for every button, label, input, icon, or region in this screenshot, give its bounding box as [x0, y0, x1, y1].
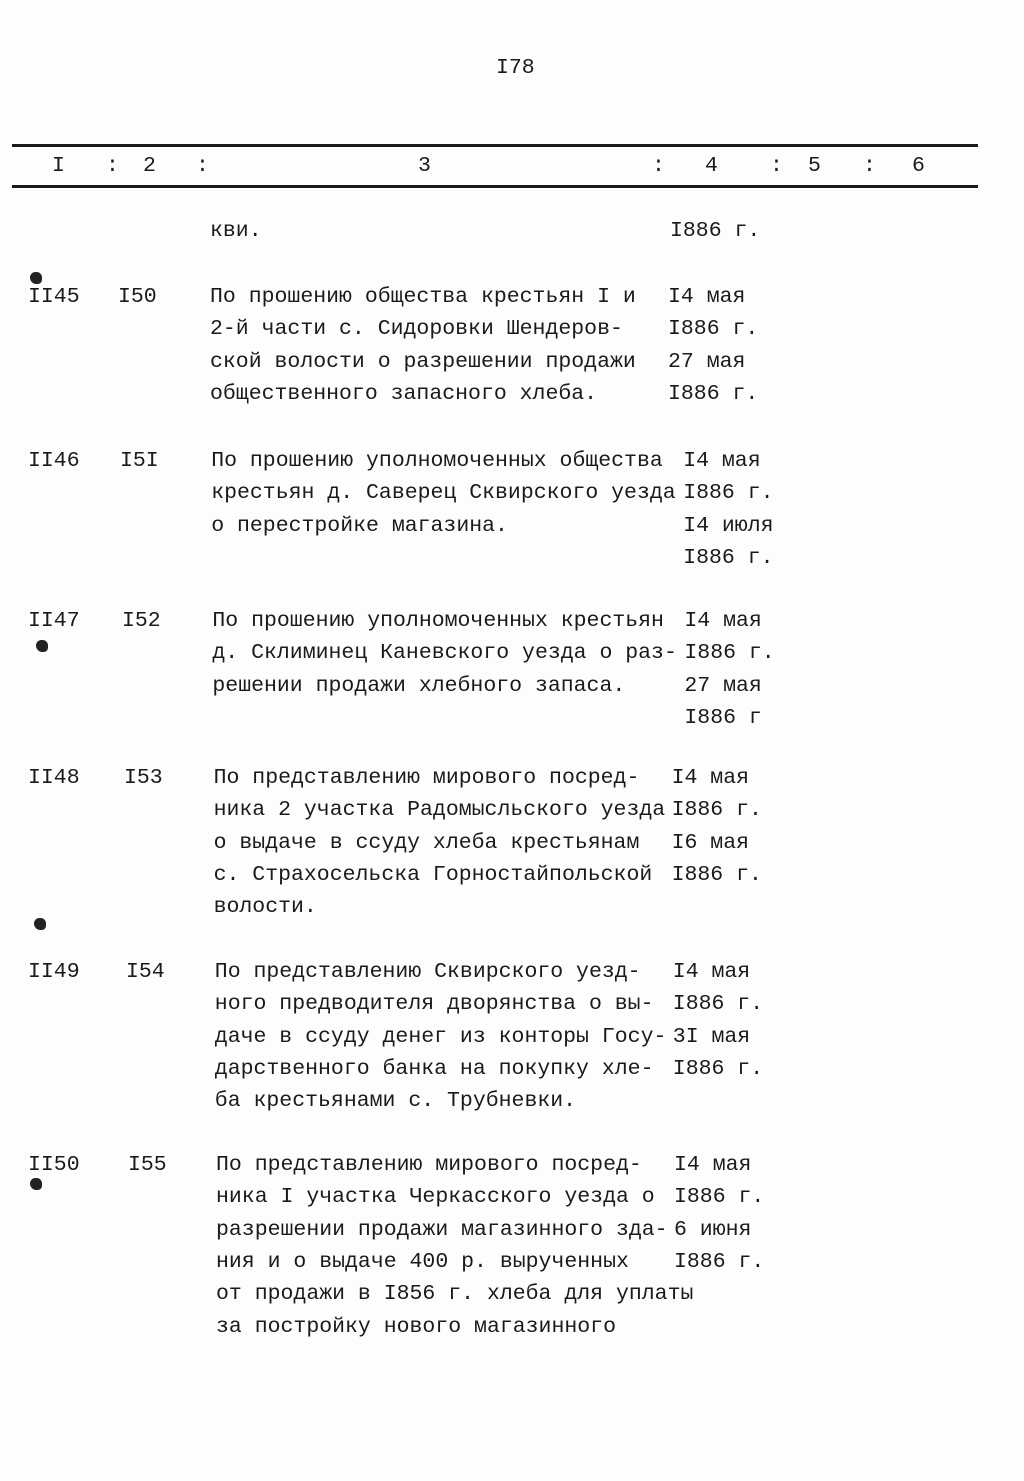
ink-blot: [36, 640, 48, 652]
entry-text: даче в ссуду денег из конторы Госу-: [214, 1024, 667, 1049]
entry-line: [215, 1053, 815, 1085]
header-col2: 2: [143, 154, 156, 178]
entry-date: I4 мая: [684, 609, 762, 633]
entry-text: По прошению общества крестьян I и: [210, 285, 636, 309]
entry-line: [210, 346, 810, 378]
entry-number: II49: [28, 960, 80, 984]
entry-line: [216, 1181, 816, 1213]
entry-line: [215, 956, 815, 988]
entry-line: [212, 702, 812, 734]
entry-text: ской волости о разрешении продажи: [210, 349, 636, 374]
entry-text: ника I участка Черкасского уезда о: [216, 1185, 655, 1210]
page-number: I78: [496, 56, 535, 80]
entry-line: [215, 1085, 815, 1117]
entry-text: о выдаче в ссуду хлеба крестьянам: [213, 830, 640, 855]
entry-line: [214, 762, 814, 794]
entry-line: [211, 542, 811, 574]
entry-number: II50: [28, 1153, 80, 1177]
entry-text: По представлению мирового посред-: [216, 1153, 642, 1177]
entry-text: крестьян д. Саверец Сквирского уезда: [211, 481, 676, 506]
entry-text: ния и о выдаче 400 р. вырученных: [216, 1249, 629, 1274]
entry-line: [214, 859, 814, 891]
entry-date: I4 мая: [668, 285, 746, 309]
header-bottom-rule: [12, 185, 978, 188]
entry-text: волости.: [213, 895, 317, 920]
entry-date: I886 г.: [674, 1185, 765, 1210]
entry-date: I4 июля: [683, 513, 774, 538]
entry-text: 2-й части с. Сидоровки Шендеров-: [210, 317, 623, 342]
header-sep: :: [863, 154, 876, 178]
header-sep: :: [770, 154, 783, 178]
entry-line: [214, 827, 814, 859]
header-sep: :: [652, 154, 665, 178]
entry-text: По прошению уполномоченных общества: [211, 449, 663, 473]
entry-date: I886 г.: [668, 317, 759, 342]
header-col5: 5: [808, 154, 821, 178]
header-col4: 4: [705, 154, 718, 178]
entry-text: дарственного банка на покупку хле-: [214, 1056, 654, 1081]
entry-text: По прошению уполномоченных крестьян: [212, 609, 664, 633]
file-number: I55: [128, 1153, 167, 1177]
entry-text: д. Склиминец Каневского уезда о раз-: [212, 641, 677, 666]
entry-date: I886 г.: [684, 641, 775, 666]
entry-date: 27 мая: [684, 673, 762, 698]
entry-text: разрешении продажи магазинного зда-: [216, 1217, 668, 1242]
entry-date: I886 г.: [683, 481, 774, 506]
entry-date: I4 мая: [674, 1153, 752, 1177]
entry-date: I886 г.: [683, 545, 774, 570]
header-sep: :: [196, 154, 209, 178]
entry-number: II46: [28, 449, 80, 473]
entry-number: II47: [28, 609, 80, 633]
entry-line: [216, 1278, 816, 1310]
entry-line: [211, 445, 811, 477]
entry-number: II45: [28, 285, 80, 309]
ink-blot: [34, 918, 46, 930]
entry-date: I886 г.: [671, 862, 762, 887]
entry-date: 6 июня: [674, 1217, 752, 1242]
header-col3: 3: [418, 154, 431, 178]
file-number: I5I: [120, 449, 159, 473]
entry-line: [212, 637, 812, 669]
entry-text: кви.: [210, 219, 262, 243]
entry-line: [215, 1021, 815, 1053]
entry-text: По представлению мирового посред-: [213, 766, 640, 790]
entry-text: от продажи в I856 г. хлеба для уплаты: [216, 1282, 694, 1307]
entry-date: I886 г.: [674, 1249, 765, 1274]
entry-line: [216, 1246, 816, 1278]
ink-blot: [30, 1178, 42, 1190]
entry-line: [210, 281, 810, 313]
continuation-line: [210, 215, 810, 247]
header-sep: :: [106, 154, 119, 178]
entry-text: ного предводителя дворянства о вы-: [214, 992, 654, 1017]
header-top-rule: [12, 144, 978, 147]
file-number: I53: [124, 766, 163, 790]
entry-date: I4 мая: [672, 960, 751, 984]
entry-text: общественного запасного хлеба.: [210, 381, 598, 406]
ink-blot: [30, 272, 42, 284]
entry-line: [215, 988, 815, 1020]
entry-date: 3I мая: [672, 1024, 751, 1049]
header-col6: 6: [912, 154, 925, 178]
entry-text: ба крестьянами с. Трубневки.: [214, 1089, 577, 1114]
entry-date: I886 г.: [670, 219, 761, 243]
entry-line: [211, 477, 811, 509]
entry-text: с. Страхосельска Горностайпольской: [213, 862, 653, 887]
entry-line: [210, 378, 810, 410]
entry-text: о перестройке магазина.: [211, 513, 508, 538]
entry-line: [214, 794, 814, 826]
entry-line: [212, 670, 812, 702]
entry-number: II48: [28, 766, 80, 790]
entry-line: [214, 891, 814, 923]
entry-date: I886 г.: [672, 1056, 764, 1081]
file-number: I52: [122, 609, 161, 633]
entry-text: По представлению Сквирского уезд-: [214, 960, 641, 984]
entry-line: [210, 313, 810, 345]
entry-line: [216, 1149, 816, 1181]
entry-date: I886 г.: [671, 798, 762, 823]
entry-line: [216, 1214, 816, 1246]
entry-text: решении продажи хлебного запаса.: [212, 673, 626, 698]
entry-line: [211, 510, 811, 542]
file-number: I50: [118, 285, 157, 309]
entry-date: I4 мая: [683, 449, 761, 473]
entry-date: I6 мая: [671, 830, 750, 855]
header-col1: I: [52, 154, 65, 178]
entry-date: I886 г: [684, 705, 762, 730]
entry-line: [212, 605, 812, 637]
entry-date: 27 мая: [668, 349, 746, 374]
entry-text: за постройку нового магазинного: [216, 1314, 616, 1339]
file-number: I54: [126, 960, 165, 984]
entry-line: [216, 1311, 816, 1343]
entry-date: I886 г.: [672, 992, 764, 1017]
entry-date: I886 г.: [668, 381, 759, 406]
entry-date: I4 мая: [671, 766, 750, 790]
entry-text: ника 2 участка Радомысльского уезда: [213, 798, 666, 823]
